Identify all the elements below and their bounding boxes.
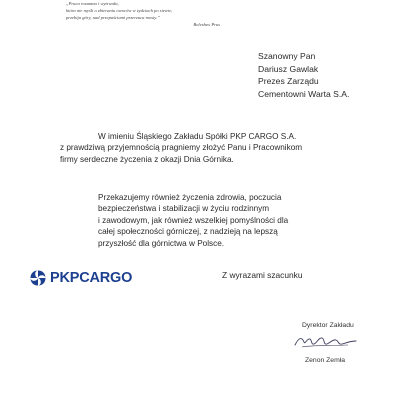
addressee-block [258,50,398,100]
addressee-salutation: Szanowny Pan [258,51,316,61]
paragraph-line: firmy serdeczne życzenia z okazji Dnia Górnika. [60,154,234,164]
quote-line: która nie myśli o zbieraniu owoców w żydciach po siewie, [66,8,173,13]
paragraph-line: całej społeczności górniczej, z nadzieją na lepszą [98,227,278,237]
quote-line: „Praca rozumna i wytrwała, [66,1,119,6]
addressee-company: Cementowni Warta S.A. [258,88,350,99]
quote-line: przebija góry, nad przepaściami przerzuca mosty.” [66,15,160,20]
paragraph-line: i zawodowym, jak również wszelkiej pomyślności dla [98,215,289,225]
addressee-position: Prezes Zarządu [258,76,319,87]
signatory-name: Zenon Zemła [305,357,346,364]
paragraph-line: z prawdziwą przyjemnością pragniemy złożyć Panu i Pracownikom [60,143,303,153]
paragraph-line: przyszłość dla górnictwa w Polsce. [98,238,225,248]
paragraph-line: Przekazujemy również życzenia zdrowia, poczucia [98,193,282,202]
handwritten-signature [292,333,360,351]
paragraph-line: bezpieczeństwa i stabilizacji w życiu rodzinnym [98,204,270,214]
quote-author: Bolesław Prus [193,22,220,27]
logo-wordmark: PKPCARGO [50,270,133,286]
paragraph-line: W imieniu Śląskiego Zakładu Spółki PKP CARGO S.A. [98,132,297,141]
signatory-title: Dyrektor Zakładu [302,322,354,329]
pkp-cargo-swirl-logo-icon [29,269,47,287]
body-paragraph-1 [60,131,360,165]
body-paragraph-2 [98,192,360,249]
closing-phrase: Z wyrazami szacunku [222,270,303,280]
pkp-cargo-logo [29,268,132,288]
addressee-name: Dariusz Gawlak [258,63,319,74]
motto-quote [66,0,226,28]
